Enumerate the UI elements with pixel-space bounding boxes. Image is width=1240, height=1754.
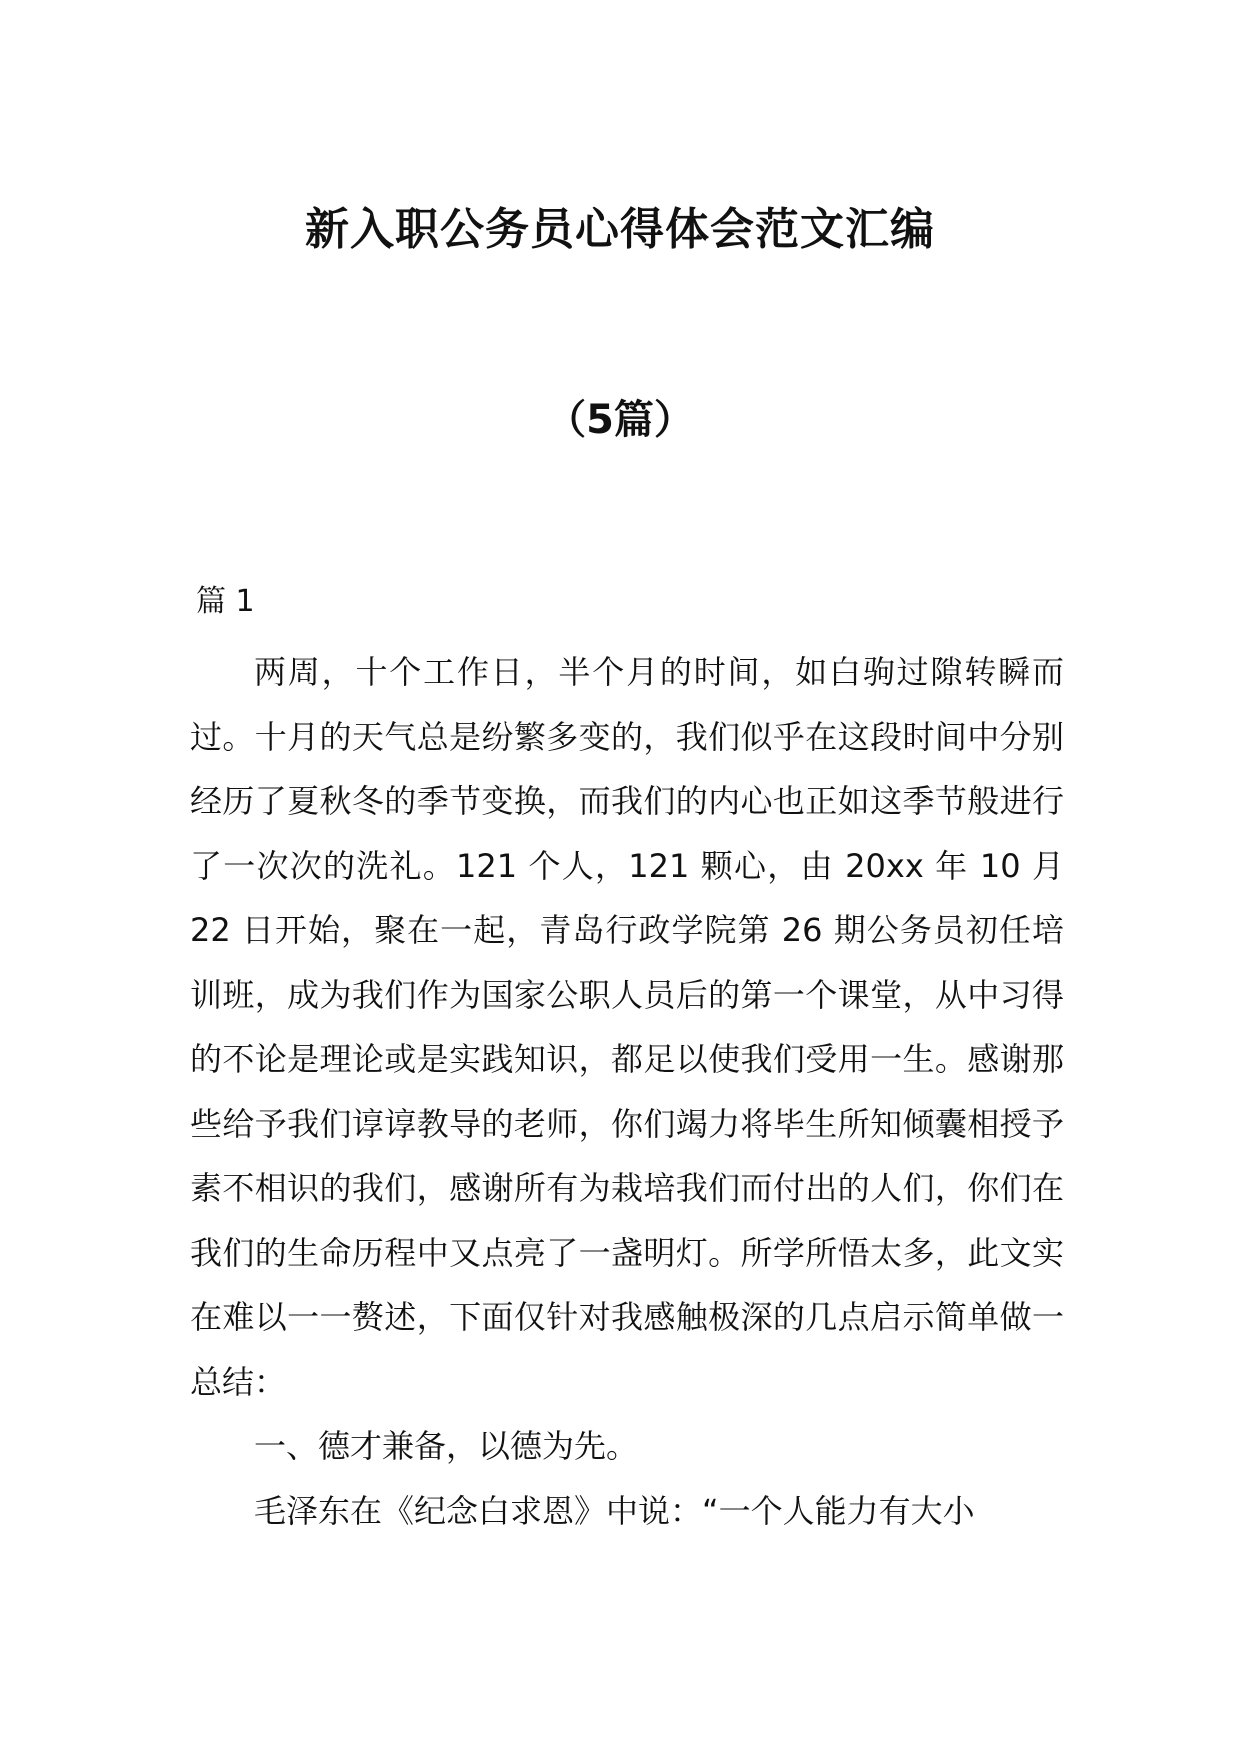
document-body [190,640,1064,1543]
document-subtitle: （5篇） [546,397,694,443]
document-title: 新入职公务员心得体会范文汇编 [305,204,935,255]
paragraph-quote: 毛泽东在《纪念白求恩》中说：“一个人能力有大小 [254,1491,975,1530]
paragraph-heading-1: 一、德才兼备，以德为先。 [254,1427,639,1465]
paragraph-intro: 两周，十个工作日，半个月的时间，如白驹过隙转瞬而过。十月的天气总是纷繁多变的，我们似乎在这段时间中分别经历了夏秋冬的季节变换，而我们的内心也正如这季节般进行了一次次的洗礼。121 个人，121 颗心，由 20xx 年 10 月 22 日开始，聚在一起，青岛行政学院第 26 期公务员初任培训班，成为我们作为国家公职人员后的第一个课堂，从中习得的不论是理论或是实践知识，都足以使我们受用一生。感谢那些给予我们谆谆教导的老师，你们竭力将毕生所知倾囊相授予素不相识的我们，感谢所有为栽培我们而付出的人们，你们在我们的生命历程中又点亮了一盏明灯。所学所悟太多，此文实在难以一一赘述，下面仅针对我感触极深的几点启示简单做一总结： [190,653,1064,1401]
section-label: 篇 1 [196,584,255,619]
